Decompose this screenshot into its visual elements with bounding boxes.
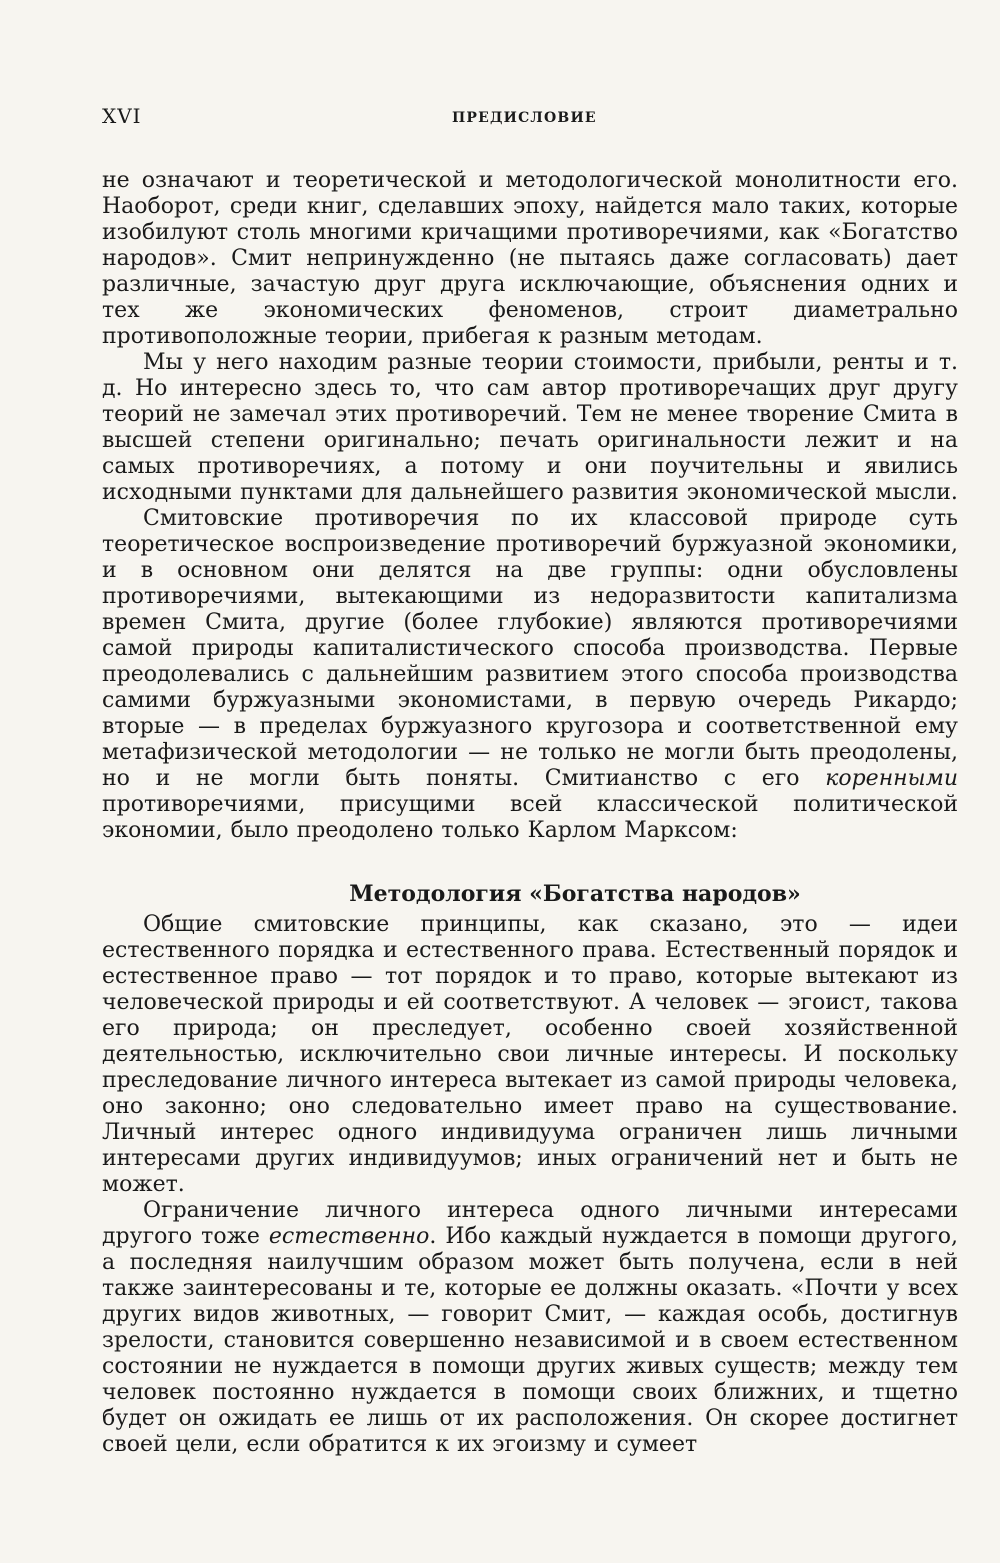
page-body: [102, 168, 958, 1458]
paragraph-3: [102, 506, 958, 844]
paragraph-1: не означают и теоретической и методологической монолитности его. Наоборот, среди книг, сделавших эпоху, найдется мало таких, которые изобилуют столь многими кричащими противоречиями, как «Богатство народов». Смит непринужденно (не пытаясь даже согласовать) дает различные, зачастую друг друга исключающие, объяснения одних и тех же экономических феноменов, строит диаметрально противоположные теории, прибегая к разным методам.: [102, 168, 958, 349]
paragraph-2: Мы у него находим разные теории стоимости, прибыли, ренты и т. д. Но интересно здесь то, что сам автор противоречащих друг другу теорий не замечал этих противоречий. Тем не менее творение Смита в высшей степени оригинально; печать оригинальности лежит и на самых противоречиях, а потому и они поучительны и явились исходными пунктами для дальнейшего развития экономической мысли.: [102, 350, 958, 505]
paragraph-3-emphasis: коренными: [825, 766, 958, 791]
paragraph-5: [102, 1198, 958, 1458]
paragraph-5-emphasis: естественно: [268, 1224, 430, 1249]
paragraph-5-text-start: Ограничение личного интереса одного личными интересами другого тоже: [102, 1198, 958, 1249]
paragraph-3-text-end: противоречиями, присущими всей классической политической экономии, было преодолено только Карлом Марксом:: [102, 792, 958, 843]
section-heading: Методология «Богатства народов»: [349, 881, 801, 907]
paragraph-5-text-end: . Ибо каждый нуждается в помощи другого, а последняя наилучшим образом может быть получена, если в ней также заинтересованы и те, которые ее должны оказать. «Почти у всех других видов животных, — говорит Смит, — каждая особь, достигнув зрелости, становится совершенно независимой и в своем естественном состоянии не нуждается в помощи других живых существ; между тем человек постоянно нуждается в помощи своих ближних, и тщетно будет он ожидать ее лишь от их расположения. Он скорее достигнет своей цели, если обратится к их эгоизму и сумеет: [102, 1224, 958, 1457]
running-title: ПРЕДИСЛОВИЕ: [452, 110, 597, 126]
paragraph-4: Общие смитовские принципы, как сказано, это — идеи естественного порядка и естественного права. Естественный порядок и естественное право — тот порядок и то право, которые вытекают из человеческой природы и ей соответствуют. А человек — эгоист, такова его природа; он преследует, особенно своей хозяйственной деятельностью, исключительно свои личные интересы. И поскольку преследование личного интереса вытекает из самой природы человека, оно законно; оно следовательно имеет право на существование. Личный интерес одного индивидуума ограничен лишь личными интересами других индивидуумов; иных ограничений нет и быть не может.: [102, 912, 958, 1197]
paragraph-3-text-start: Смитовские противоречия по их классовой природе суть теоретическое воспроизведение противоречий буржуазной экономики, и в основном они делятся на две группы: одни обусловлены противоречиями, вытекающими из недоразвитости капитализма времен Смита, другие (более глубокие) являются противоречиями самой природы капиталистического способа производства. Первые преодолевались с дальнейшим развитием этого способа производства самими буржуазными экономистами, в первую очередь Рикардо; вторые — в пределах буржуазного кругозора и соответственной ему метафизической методологии — не только не могли быть преодолены, но и не могли быть поняты. Смитианство с его: [102, 506, 958, 791]
page-number: XVI: [102, 104, 142, 128]
page-header: [102, 104, 958, 134]
